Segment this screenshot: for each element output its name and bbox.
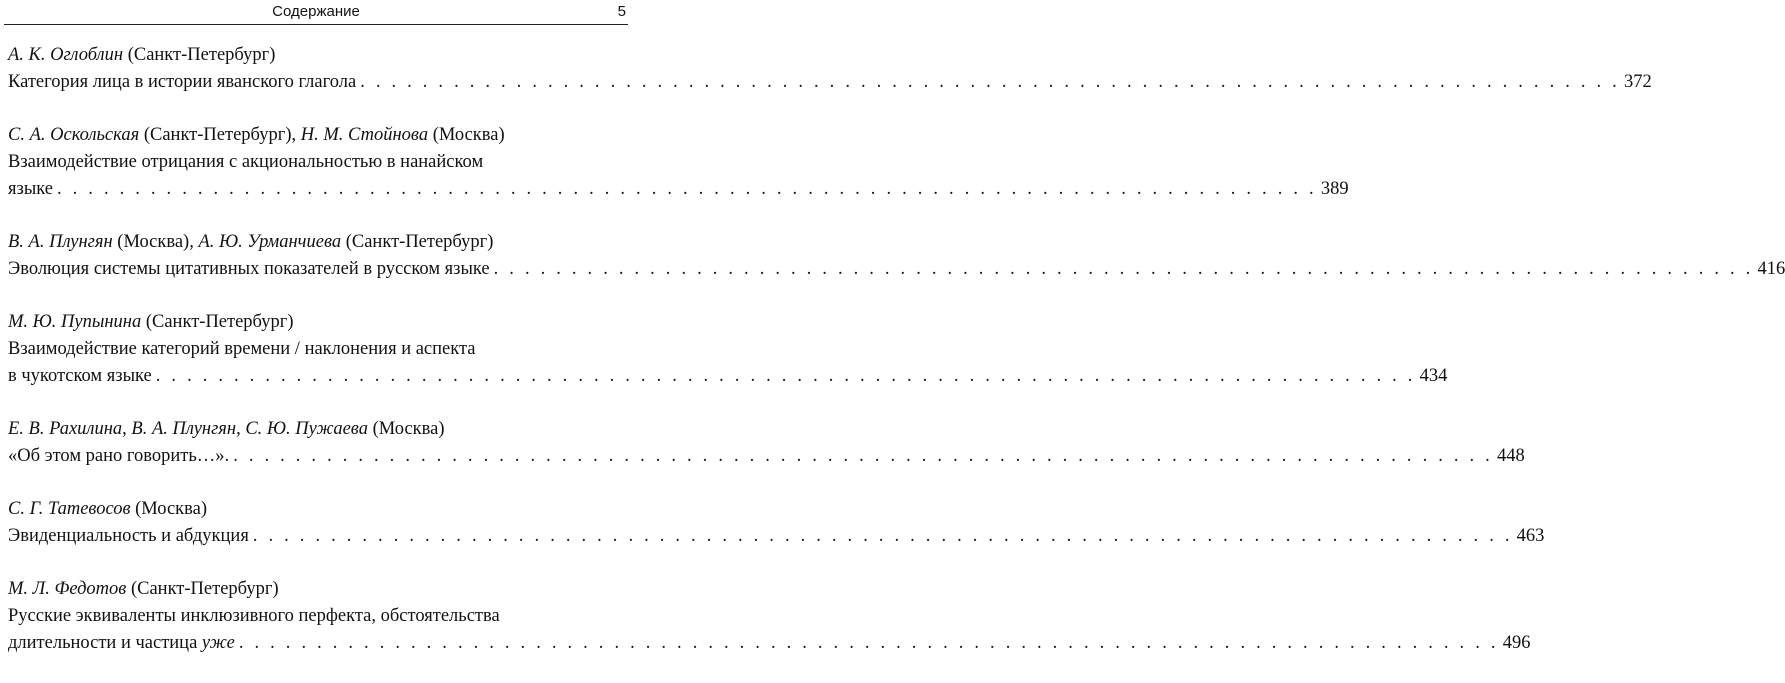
- entry-title-line[interactable]: [8, 523, 1545, 550]
- author-location: (Москва): [372, 419, 445, 439]
- author-name: Н. М. Стойнова: [300, 125, 429, 145]
- entry-authors: [8, 122, 629, 149]
- dot-leader: . . . . . . . . . . . . . . . . . . . . . . . . . . . . . . . . . . . . . . . . . . . . . . . . . . . . . . . . . . . . . . . . . . . . . . . . . . . . . . . . .: [57, 179, 1317, 199]
- entry-page-number: 448: [1497, 446, 1525, 466]
- author-separator: ,: [122, 419, 127, 439]
- entry-authors: [8, 496, 629, 523]
- entry-authors: [8, 42, 629, 69]
- author-name: А. К. Оглоблин: [8, 45, 124, 65]
- author-location: (Санкт-Петербург): [145, 312, 294, 332]
- toc-entry: [8, 496, 1545, 550]
- toc-entry: [8, 309, 1448, 390]
- entry-title: Эвиденциальность и абдукция: [8, 526, 249, 546]
- running-head-title: Содержание: [272, 3, 360, 20]
- author-location: (Москва): [135, 499, 208, 519]
- author-location: (Москва),: [117, 232, 194, 252]
- entry-title-line[interactable]: [8, 176, 1349, 203]
- entry-page-number: 416: [1757, 259, 1785, 279]
- toc-entry: [8, 122, 1349, 203]
- toc-entry: [8, 229, 1785, 283]
- entry-title-continuation: [8, 630, 235, 657]
- author-location: (Санкт-Петербург): [345, 232, 494, 252]
- entry-title: «Об этом рано говорить…».: [8, 446, 230, 466]
- entry-title-continuation: в чукотском языке: [8, 366, 152, 386]
- entry-page-number: 372: [1624, 72, 1652, 92]
- dot-leader: . . . . . . . . . . . . . . . . . . . . . . . . . . . . . . . . . . . . . . . . . . . . . . . . . . . . . . . . . . . . . . . . . . . . . . . . . . . . . . . . .: [233, 446, 1494, 466]
- entry-title-continuation: языке: [8, 179, 53, 199]
- entry-page-number: 463: [1516, 526, 1545, 546]
- entry-title: Категория лица в истории яванского глагола: [8, 72, 357, 92]
- dot-leader: . . . . . . . . . . . . . . . . . . . . . . . . . . . . . . . . . . . . . . . . . . . . . . . . . . . . . . . . . . . . . . . . . . . . . . . . . . . . . . . . .: [238, 633, 1499, 653]
- author-location: (Санкт-Петербург): [127, 45, 276, 65]
- entry-authors: [8, 309, 629, 336]
- entry-title: Взаимодействие категорий времени / наклонения и аспекта: [8, 339, 476, 359]
- entry-page-number: 496: [1502, 633, 1531, 653]
- dot-leader: . . . . . . . . . . . . . . . . . . . . . . . . . . . . . . . . . . . . . . . . . . . . . . . . . . . . . . . . . . . . . . . . . . . . . . . . . . . . . . . . .: [252, 526, 1513, 546]
- author-name: В. А. Плунгян: [131, 419, 237, 439]
- author-name: М. Л. Федотов: [8, 579, 127, 599]
- entry-title-line[interactable]: [8, 256, 1785, 283]
- author-name: С. Ю. Пужаева: [245, 419, 368, 439]
- dot-leader: . . . . . . . . . . . . . . . . . . . . . . . . . . . . . . . . . . . . . . . . . . . . . . . . . . . . . . . . . . . . . . . . . . . . . . . . . . . . . . . . .: [360, 72, 1621, 92]
- author-location: (Санкт-Петербург),: [143, 125, 297, 145]
- author-location: (Москва): [432, 125, 505, 145]
- author-name: С. А. Оскольская: [8, 125, 140, 145]
- running-head: [4, 0, 628, 25]
- dot-leader: . . . . . . . . . . . . . . . . . . . . . . . . . . . . . . . . . . . . . . . . . . . . . . . . . . . . . . . . . . . . . . . . . . . . . . . . . . . . . . . . .: [155, 366, 1416, 386]
- entry-title-line[interactable]: [8, 630, 1531, 657]
- entry-page-number: 389: [1320, 179, 1349, 199]
- toc-entry: [8, 42, 1652, 96]
- entry-title: Русские эквиваленты инклюзивного перфекта, обстоятельства: [8, 606, 500, 626]
- author-name: М. Ю. Пупынина: [8, 312, 142, 332]
- author-location: (Санкт-Петербург): [130, 579, 279, 599]
- entry-title: Взаимодействие отрицания с акциональностью в нанайском: [8, 152, 484, 172]
- toc-entry: [8, 576, 1531, 657]
- dot-leader: . . . . . . . . . . . . . . . . . . . . . . . . . . . . . . . . . . . . . . . . . . . . . . . . . . . . . . . . . . . . . . . . . . . . . . . . . . . . . . . . .: [493, 259, 1754, 279]
- entry-title-line[interactable]: [8, 363, 1448, 390]
- author-name: А. Ю. Урманчиева: [198, 232, 342, 252]
- entry-authors: [8, 576, 629, 603]
- table-of-contents: [8, 42, 1785, 683]
- entry-title-line[interactable]: [8, 443, 1525, 470]
- entry-title-text: длительности и частица: [8, 633, 198, 653]
- entry-title: Эволюция системы цитативных показателей в русском языке: [8, 259, 490, 279]
- running-head-page-number: 5: [617, 3, 626, 20]
- author-name: С. Г. Татевосов: [8, 499, 131, 519]
- entry-authors: [8, 416, 629, 443]
- entry-authors: [8, 229, 629, 256]
- entry-title-italic-word: уже: [201, 633, 235, 653]
- author-name: В. А. Плунгян: [8, 232, 113, 252]
- entry-title-line[interactable]: [8, 69, 1652, 96]
- toc-entry: [8, 416, 1525, 470]
- entry-page-number: 434: [1419, 366, 1448, 386]
- author-name: Е. В. Рахилина: [8, 419, 123, 439]
- author-separator: ,: [236, 419, 241, 439]
